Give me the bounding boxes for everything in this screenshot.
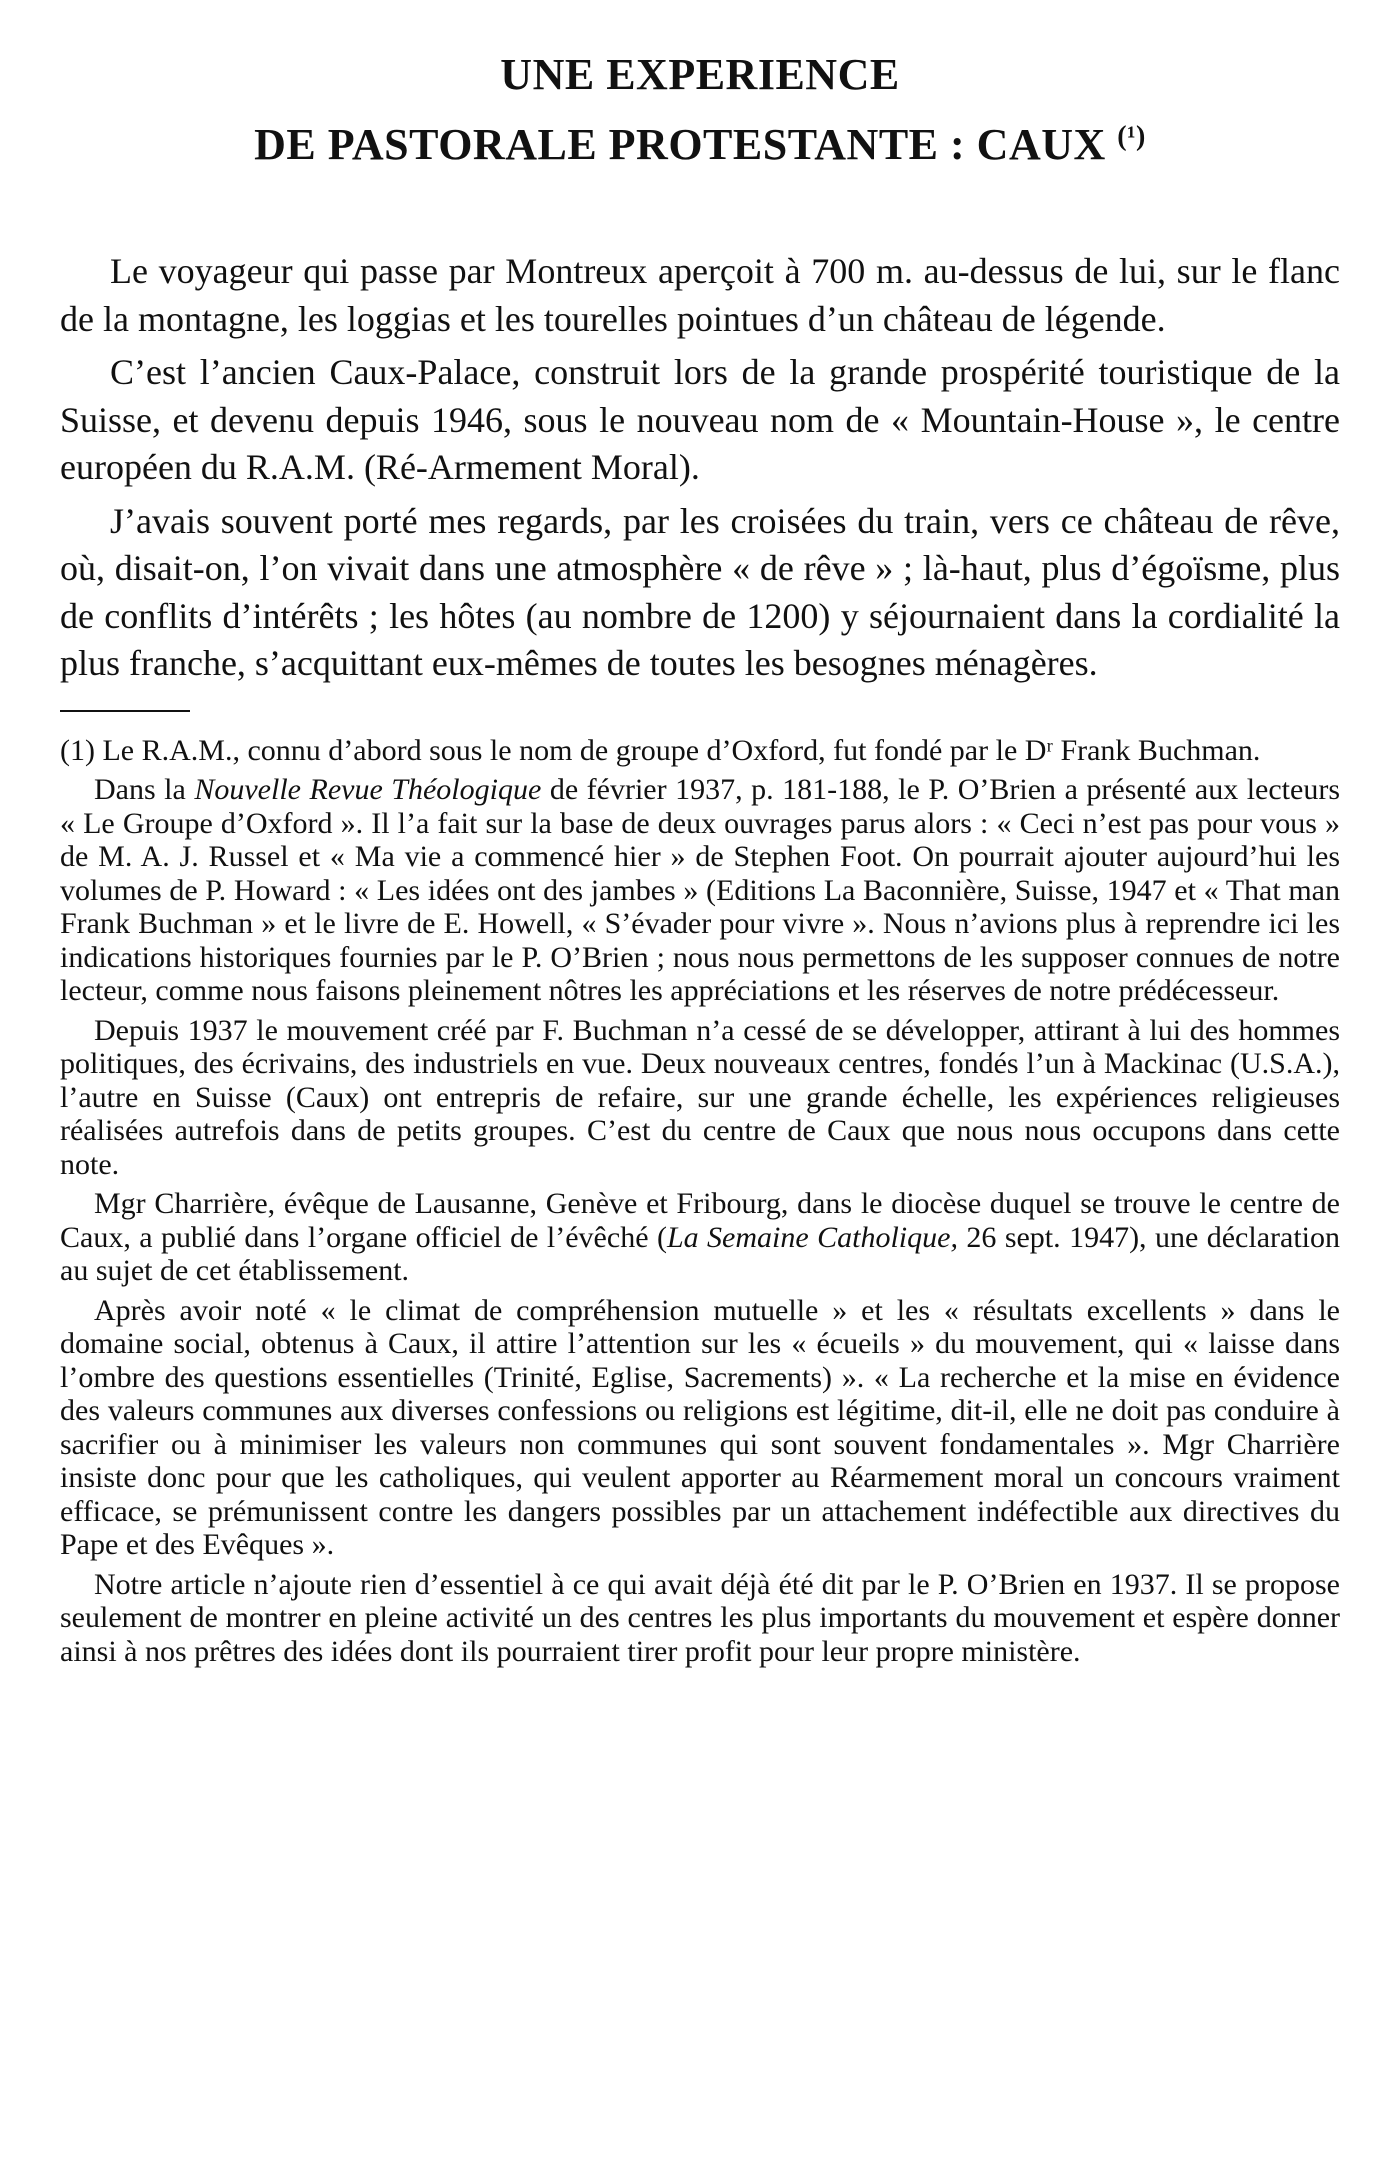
body-paragraph-2: C’est l’ancien Caux-Palace, construit lors de la grande prospérité touristique de la Suisse, et devenu depuis 1946, sous le nouveau nom de « Mountain-House », le centre européen du R.A.M. (Ré-Armement Moral). xyxy=(60,352,1340,487)
journal-title-semaine-catholique: La Semaine Catholique, xyxy=(666,1220,958,1254)
footnotes xyxy=(60,734,1340,1669)
title-line-1: UNE EXPERIENCE xyxy=(500,50,900,99)
footnote-1: (1) Le R.A.M., connu d’abord sous le nom de groupe d’Oxford, fut fondé par le Dʳ Frank Buchman. xyxy=(60,733,1261,767)
journal-title-nrt: Nouvelle Revue Théologique xyxy=(194,773,542,806)
footnote-paragraph-4-end: 26 sept. 1947), une déclaration au sujet de cet établissement. xyxy=(60,1220,1340,1287)
footnote-paragraph-4-start: Mgr Charrière, évêque de Lausanne, Genève et Fribourg, dans le diocèse duquel se trouve le centre de Caux, a publié dans l’organe officiel de l’évêché ( xyxy=(60,1187,1340,1254)
footnote-paragraph-5: Après avoir noté « le climat de compréhension mutuelle » et les « résultats excellents » dans le domaine social, obtenus à Caux, il attire l’attention sur les « écueils » du mouvement, qui « laisse dans l’ombre des questions essentielles (Trinité, Eglise, Sacrements) ». « La recherche et la mise en évidence des valeurs communes aux diverses confessions ou religions est légitime, dit-il, elle ne doit pas conduire à sacrifier ou à minimiser les valeurs non communes qui sont souvent fondamentales ». Mgr Charrière insiste donc pour que les catholiques, qui veulent apporter au Réarmement moral un concours vraiment efficace, se prémunissent contre les dangers possibles par un attachement indéfectible aux directives du Pape et des Evêques ». xyxy=(60,1293,1340,1561)
body-paragraph-1: Le voyageur qui passe par Montreux aperçoit à 700 m. au-dessus de lui, sur le flanc de la montagne, les loggias et les tourelles pointues d’un château de légende. xyxy=(60,251,1340,339)
footnote-paragraph-2-start: Dans la xyxy=(94,773,195,806)
footnote-reference: (¹) xyxy=(1117,121,1146,152)
title-line-2 xyxy=(60,106,1340,176)
footnote-paragraph-2 xyxy=(60,773,1340,1008)
document-page xyxy=(60,44,1340,1674)
footnote-paragraph-2-end: de février 1937, p. 181-188, le P. O’Brien a présenté aux lecteurs « Le Groupe d’Oxford ». Il l’a fait sur la base de deux ouvrages parus alors : « Ceci n’est pas pour vous » de M. A. J. Russel et « Ma vie a commencé hier » de Stephen Foot. On pourrait ajouter aujourd’hui les volumes de P. Howard : « Les idées ont des jambes » (Editions La Baconnière, Suisse, 1947 et « That man Frank Buchman » et le livre de E. Howell, « S’évader pour vivre ». Nous n’avions plus à reprendre ici les indications historiques fournies par le P. O’Brien ; nous nous permettons de les supposer connues de notre lecteur, comme nous faisons pleinement nôtres les appréciations et les réserves de notre prédécesseur. xyxy=(60,773,1340,1007)
footnote-paragraph-6: Notre article n’ajoute rien d’essentiel à ce qui avait déjà été dit par le P. O’Brien en 1937. Il se propose seulement de montrer en pleine activité un des centres les plus importants du mouvement et espère donner ainsi à nos prêtres des idées dont ils pourraient tirer profit pour leur propre ministère. xyxy=(60,1567,1340,1668)
footnote-separator xyxy=(60,710,190,712)
footnote-paragraph-4 xyxy=(60,1187,1340,1288)
footnote-paragraph-3: Depuis 1937 le mouvement créé par F. Buchman n’a cessé de se développer, attirant à lui des hommes politiques, des écrivains, des industriels en vue. Deux nouveaux centres, fondés l’un à Mackinac (U.S.A.), l’autre en Suisse (Caux) ont entrepris de refaire, sur une grande échelle, les expériences religieuses réalisées autrefois dans de petits groupes. C’est du centre de Caux que nous nous occupons dans cette note. xyxy=(60,1013,1340,1181)
article-title xyxy=(60,44,1340,176)
body-paragraph-3: J’avais souvent porté mes regards, par les croisées du train, vers ce château de rêve, où, disait-on, l’on vivait dans une atmosphère « de rêve » ; là-haut, plus d’égoïsme, plus de conflits d’intérêts ; les hôtes (au nombre de 1200) y séjournaient dans la cordialité la plus franche, s’acquittant eux-mêmes de toutes les besognes ménagères. xyxy=(60,500,1340,683)
article-body xyxy=(60,248,1340,688)
title-line-2-text: DE PASTORALE PROTESTANTE : CAUX xyxy=(254,120,1106,169)
